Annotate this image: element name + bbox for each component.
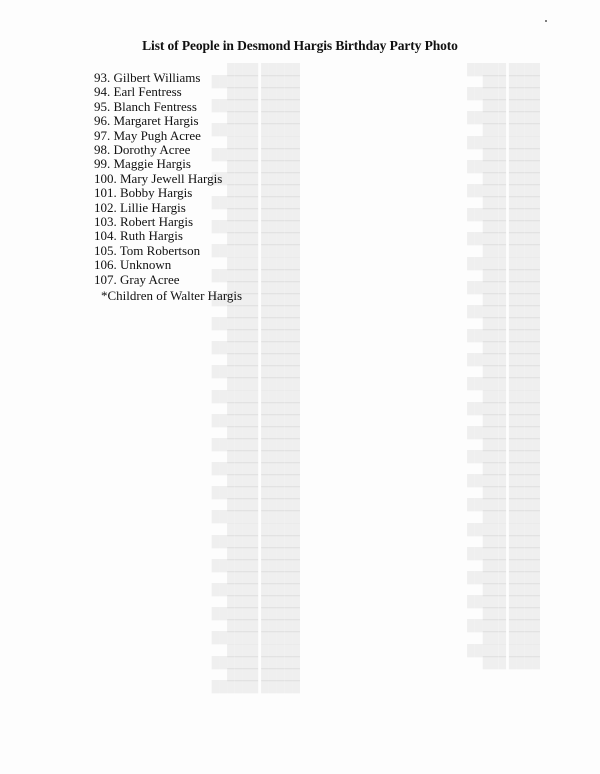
list-item: 104. Ruth Hargis	[94, 228, 183, 244]
page-title: List of People in Desmond Hargis Birthday Party Photo	[142, 38, 458, 53]
list-item: 102. Lillie Hargis	[94, 199, 186, 215]
reverse-side-bleed-through: ████ █████ ████ ███ ████ █████ ████ ███ ████ █████ ████ ███ ████ █████ ████ ███ ████ █████ ████ ███ ████ █████ ████ ███ ████ █████ ████ ███ ████ █████ ████ ███ ████ █████ ████ ███ ████ █████ ████ ███ ████ █████ ████ ███ ████ █████ ████ ███ ████ █████ ████ ███ ████ █████ ████ ███ ████ █████ ████ ███ ████ █████ ████ ███ ████ █████ ████ ███ ████ █████ ████ ███ ████ █████ ████ ███ ████ █████ ████ ███ ████ █████ ████ ███ ████ █████ ████ ███ ████ █████ ████ ███ ████ █████ ████ ███ ████ █████ ████ ███ █████ ████ █████ ██████ █████ ████ █████ ██████ █████ ████ █████ ██████ █████ ████ █████ ██████ █████ ████ █████ ██████ █████ ████ █████ ██████ █████ ████ █████ ██████ █████ ████ █████ ██████ █████ ████ █████ ██████ █████ ████ █████ ██████ █████ ████ █████ ██████ █████ ████ █████ ██████ █████ ████ █████ ██████ █████ ████ █████ ██████ █████ ████ █████ ██████ █████ ████ █████ ██████ █████ ████ █████ ██████ █████ ████ █████ ██████ █████ ████ █████ ██████ █████ ████ █████ ██████ █████ ████ █████ ██████ █████ ████ █████ ██████ █████ ████ █████ ██████ █████ ████ █████ ██████ █████ ████ █████ ██████ █████ ████ █████ ██████	[211, 64, 540, 693]
people-list	[94, 71, 222, 287]
list-item: 107. Gray Acree	[94, 271, 180, 287]
list-item: 97. May Pugh Acree	[94, 127, 201, 143]
list-item: 100. Mary Jewell Hargis	[94, 170, 223, 186]
list-item: 105. Tom Robertson	[94, 242, 201, 258]
list-item: 106. Unknown	[94, 257, 172, 273]
list-item: 103. Robert Hargis	[94, 214, 194, 230]
list-item: 96. Margaret Hargis	[94, 113, 199, 129]
footnote: *Children of Walter Hargis	[101, 288, 243, 303]
list-item: 99. Maggie Hargis	[94, 156, 191, 172]
list-item: 98. Dorothy Acree	[94, 142, 191, 158]
scan-speck	[545, 20, 547, 22]
list-item: 94. Earl Fentress	[94, 84, 182, 100]
list-item: 101. Bobby Hargis	[94, 185, 193, 201]
list-item: 93. Gilbert Williams	[94, 70, 201, 85]
list-item: 95. Blanch Fentress	[94, 98, 197, 114]
